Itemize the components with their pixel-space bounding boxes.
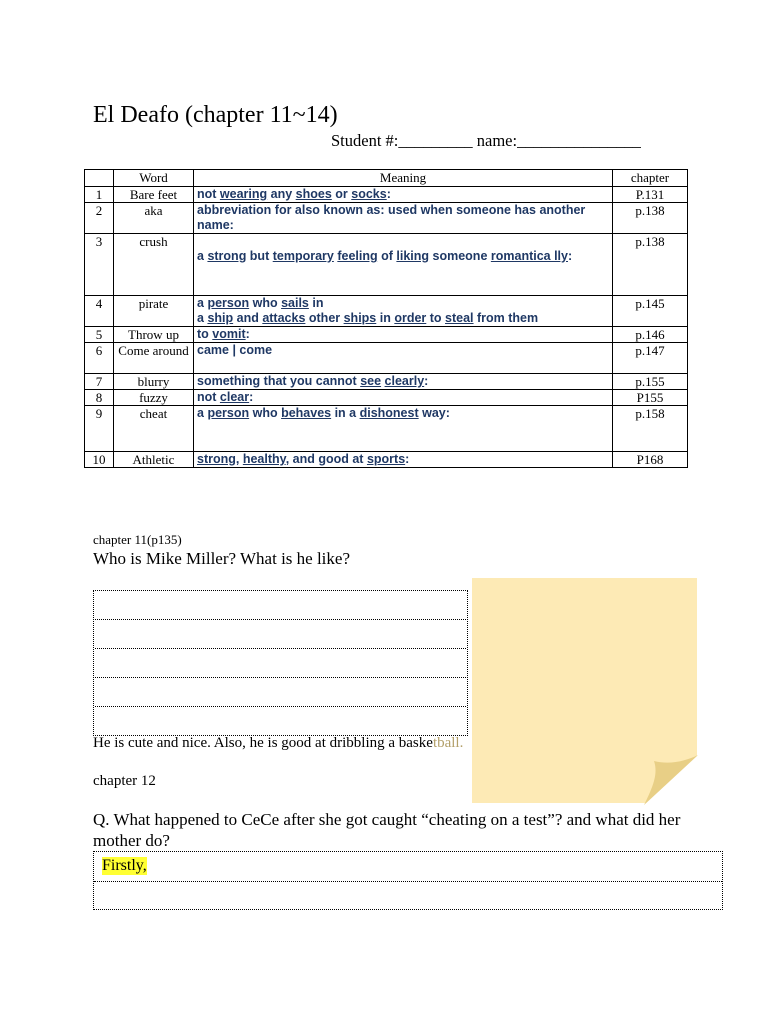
table-row <box>85 327 688 343</box>
vocab-chapter: p.158 <box>613 406 688 452</box>
vocab-word: pirate <box>114 296 194 327</box>
highlighted-answer-text: Firstly, <box>102 857 147 874</box>
section1-chapter-label: chapter 11(p135) <box>93 532 182 547</box>
header-chapter: chapter <box>613 170 688 187</box>
row-number: 10 <box>85 452 114 468</box>
vocab-meaning: came | come <box>194 343 613 374</box>
vocab-chapter: p.138 <box>613 234 688 296</box>
answer-text: He is cute and nice. Also, he is good at dribbling a baske <box>93 735 433 751</box>
vocab-meaning: abbreviation for also known as: used when someone has another name: <box>194 203 613 234</box>
answer-line[interactable] <box>95 620 466 649</box>
section2-question: Q. What happened to CeCe after she got caught “cheating on a test”? and what did her mother do? <box>93 810 681 850</box>
table-row <box>85 234 688 296</box>
row-number: 3 <box>85 234 114 296</box>
vocab-chapter: P155 <box>613 390 688 406</box>
row-number: 2 <box>85 203 114 234</box>
vocab-word: crush <box>114 234 194 296</box>
table-row <box>85 187 688 203</box>
answer-line[interactable] <box>95 649 466 678</box>
answer-line[interactable] <box>95 591 466 620</box>
row-number: 6 <box>85 343 114 374</box>
table-row <box>85 452 688 468</box>
header-number <box>85 170 114 187</box>
vocab-meaning: not clear: <box>194 390 613 406</box>
table-row <box>85 203 688 234</box>
student-info-line: Student #:_________ name:_______________ <box>331 131 641 150</box>
table-row <box>85 296 688 327</box>
vocab-chapter: p.146 <box>613 327 688 343</box>
section2-chapter-label: chapter 12 <box>93 773 156 789</box>
row-number: 1 <box>85 187 114 203</box>
answer-box[interactable] <box>93 851 723 910</box>
vocabulary-table <box>84 169 688 468</box>
row-number: 9 <box>85 406 114 452</box>
row-number: 4 <box>85 296 114 327</box>
vocab-meaning: a strong but temporary feeling of liking someone romantica lly: <box>194 234 613 296</box>
vocab-chapter: P168 <box>613 452 688 468</box>
vocab-chapter: p.138 <box>613 203 688 234</box>
table-row <box>85 406 688 452</box>
vocab-chapter: P.131 <box>613 187 688 203</box>
vocab-meaning: to vomit: <box>194 327 613 343</box>
table-row <box>85 374 688 390</box>
vocab-word: fuzzy <box>114 390 194 406</box>
vocab-meaning: something that you cannot see clearly: <box>194 374 613 390</box>
answer-line[interactable] <box>95 678 466 707</box>
vocab-word: aka <box>114 203 194 234</box>
row-number: 7 <box>85 374 114 390</box>
vocab-meaning: a person who sails in a ship and attacks other ships in order to steal from them <box>194 296 613 327</box>
table-row <box>85 343 688 374</box>
row-number: 5 <box>85 327 114 343</box>
vocab-word: Bare feet <box>114 187 194 203</box>
vocab-chapter: p.155 <box>613 374 688 390</box>
answer-row[interactable] <box>94 882 722 911</box>
answer-lines-box[interactable] <box>93 590 468 736</box>
page-title: El Deafo (chapter 11~14) <box>93 102 338 128</box>
vocab-meaning: a person who behaves in a dishonest way: <box>194 406 613 452</box>
table-header-row <box>85 170 688 187</box>
vocab-chapter: p.147 <box>613 343 688 374</box>
header-word: Word <box>114 170 194 187</box>
vocab-word: cheat <box>114 406 194 452</box>
row-number: 8 <box>85 390 114 406</box>
answer-text-faded: tball. <box>432 735 464 751</box>
answer-line[interactable] <box>95 707 466 735</box>
vocab-chapter: p.145 <box>613 296 688 327</box>
vocab-word: Athletic <box>114 452 194 468</box>
table-row <box>85 390 688 406</box>
section1-answer[interactable] <box>93 735 463 752</box>
vocab-meaning: strong, healthy, and good at sports: <box>194 452 613 468</box>
section1-question: Who is Mike Miller? What is he like? <box>93 549 350 568</box>
vocab-meaning: not wearing any shoes or socks: <box>194 187 613 203</box>
vocab-word: Throw up <box>114 327 194 343</box>
answer-row[interactable] <box>94 852 722 882</box>
vocab-word: blurry <box>114 374 194 390</box>
header-meaning: Meaning <box>194 170 613 187</box>
sticky-note-fold <box>644 755 698 805</box>
vocab-word: Come around <box>114 343 194 374</box>
